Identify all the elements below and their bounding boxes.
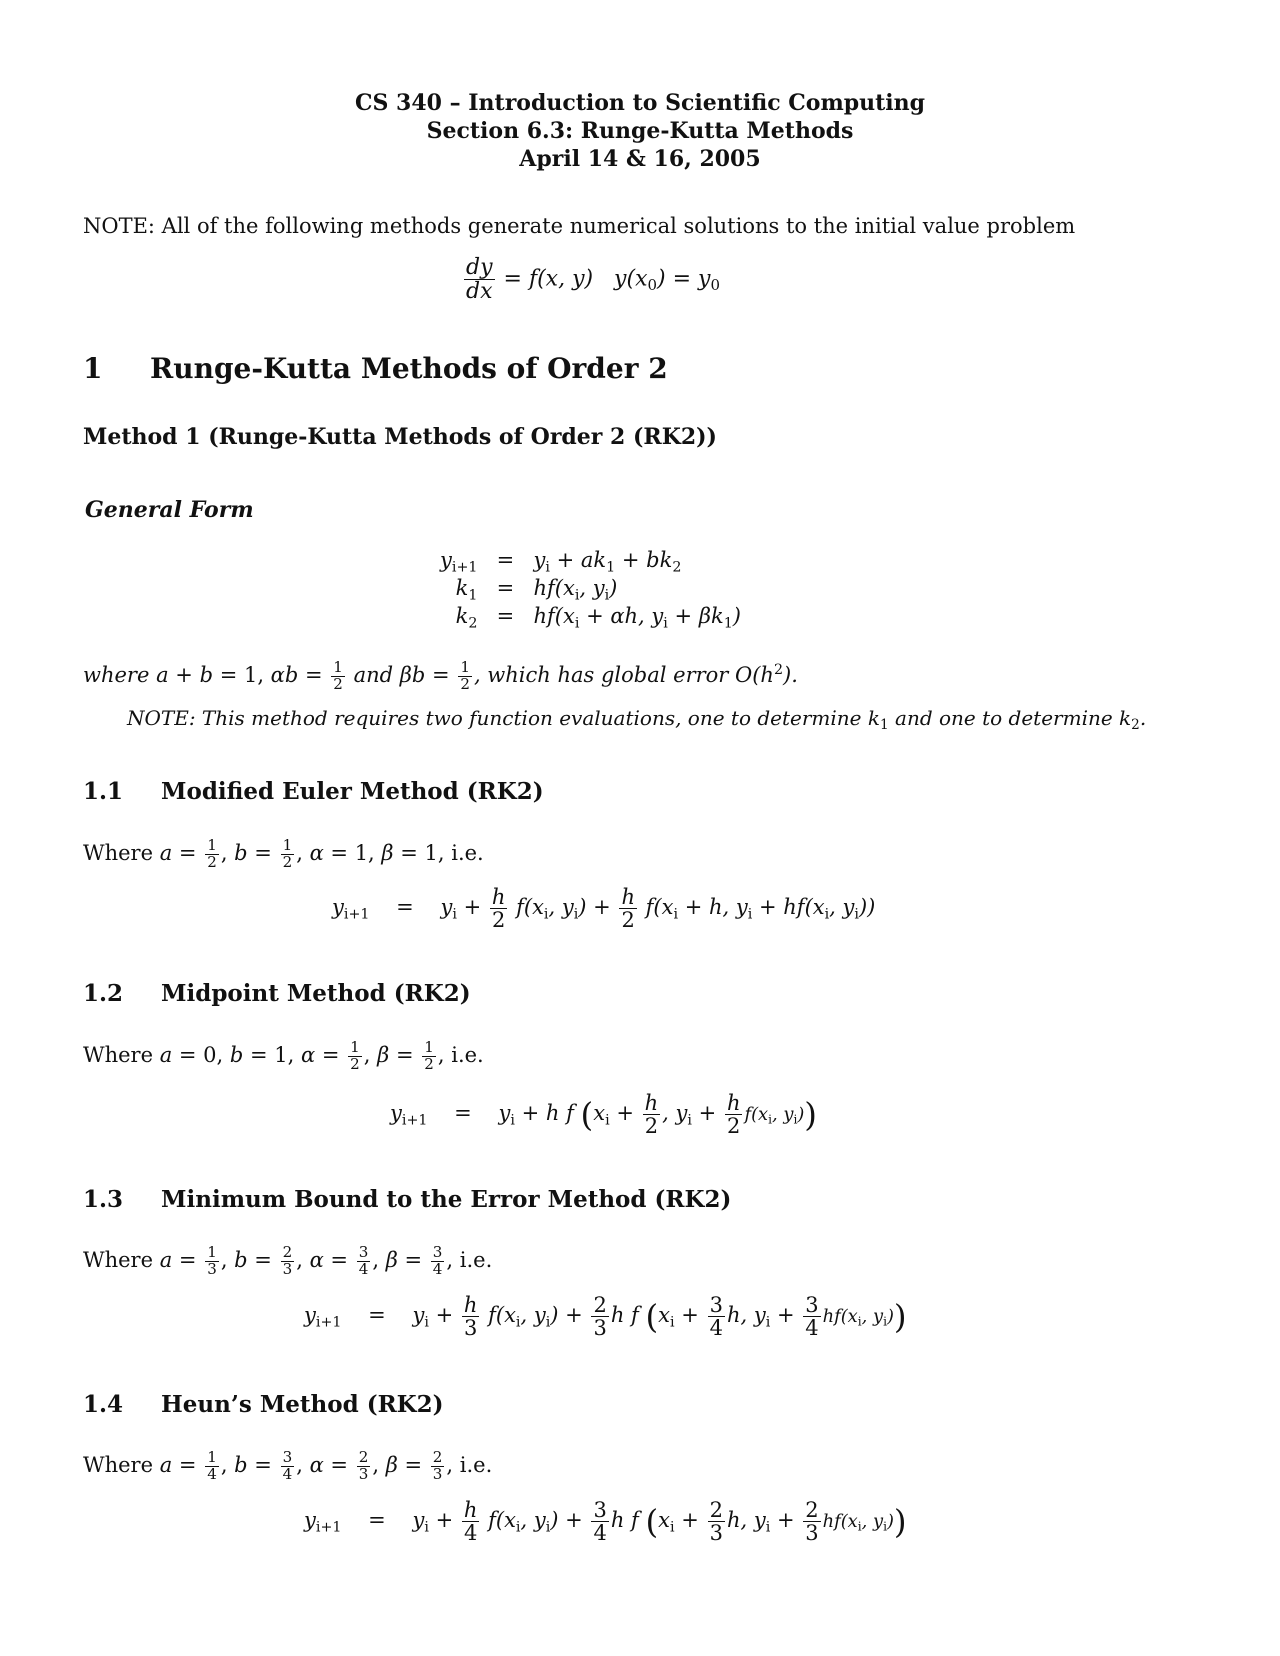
min-bound-params: Where a = $\frac{1}{3}$ , b = $\frac{2}{3}$ , α = $\frac{3}{4}$ , β = $\frac{3}{4}$ , i.e. bbox=[83, 1243, 493, 1278]
midpoint-formula: $y_{i+1}$ = $y_i + h$ f ($x_i$ + $\frac{h}{2}$ , $y_i$ + $\frac{h}{2}$ $f(x_i$, $y_i$)) bbox=[390, 1091, 817, 1139]
modified-euler-formula: $y_{i+1}$ = $y_i$ + $\frac{h}{2}$ $f(x_i$, $y_i$) + $\frac{h}{2}$ $f(x_i + h$, $y_i + hf(x_i$, $y_i$)) bbox=[332, 885, 876, 933]
date-line: April 14 & 16, 2005 bbox=[519, 146, 761, 172]
section-title: Section 6.3: Runge-Kutta Methods bbox=[426, 118, 854, 144]
section-1-title: Runge-Kutta Methods of Order 2 bbox=[149, 352, 668, 385]
note-paragraph: NOTE: All of the following methods generate numerical solutions to the initial value problem bbox=[83, 214, 1076, 238]
min-bound-formula: $y_{i+1}$ = $y_i$ + $\frac{h}{3}$ $f(x_i$, $y_i$) + $\frac{2}{3}$ h f ($x_i$ + $\frac{3}{4}$ h, $y_i$ + $\frac{3}{4}$ $hf(x_i$, $y_i$)) bbox=[304, 1293, 907, 1341]
method-1-heading: Method 1 (Runge-Kutta Methods of Order 2 (RK2)) bbox=[83, 424, 717, 450]
midpoint-params: Where a = 0, b = 1, α = $\frac{1}{2}$ , β = $\frac{1}{2}$ , i.e. bbox=[83, 1038, 484, 1073]
subsection-1-4-heading: 1.4 Heun’s Method (RK2) bbox=[83, 1391, 444, 1418]
course-title: CS 340 – Introduction to Scientific Computing bbox=[354, 90, 926, 116]
subsection-1-3-heading: 1.3 Minimum Bound to the Error Method (RK2) bbox=[83, 1186, 732, 1213]
heun-formula: $y_{i+1}$ = $y_i$ + $\frac{h}{4}$ $f(x_i$, $y_i$) + $\frac{3}{4}$ h f ($x_i$ + $\frac{2}{3}$ h, $y_i$ + $\frac{2}{3}$ $hf(x_i$, $y_i$)) bbox=[304, 1498, 907, 1546]
subsection-1-2-heading: 1.2 Midpoint Method (RK2) bbox=[83, 980, 471, 1007]
general-form-label: General Form bbox=[85, 497, 254, 523]
where-conditions: where a + b = 1, αb = $\frac{1}{2}$ and βb = $\frac{1}{2}$ , which has global error $O(h^2)$. bbox=[83, 658, 798, 693]
general-form-equations: $y_{i+1}$ = $y_i + ak_1 + bk_2$ $k_1$ = $hf(x_i$, $y_i$) $k_2$ = $hf(x_i + \alpha h$, $y_i + \beta k_1$) bbox=[440, 548, 741, 632]
section-1-heading bbox=[83, 352, 668, 385]
subsection-1-1-heading: 1.1 Modified Euler Method (RK2) bbox=[83, 778, 544, 805]
ivp-equation: $\frac{dy}{dx}$ = f(x, y) $y(x_0) = y_0$ bbox=[466, 255, 720, 305]
evaluation-note: NOTE: This method requires two function evaluations, one to determine $k_1$ and one to determine $k_2$. bbox=[127, 706, 1147, 734]
heun-params: Where a = $\frac{1}{4}$ , b = $\frac{3}{4}$ , α = $\frac{2}{3}$ , β = $\frac{2}{3}$ , i.e. bbox=[83, 1448, 493, 1483]
section-1-number: 1 bbox=[83, 352, 103, 385]
modified-euler-params: Where a = $\frac{1}{2}$ , b = $\frac{1}{2}$ , α = 1, β = 1, i.e. bbox=[83, 836, 484, 871]
